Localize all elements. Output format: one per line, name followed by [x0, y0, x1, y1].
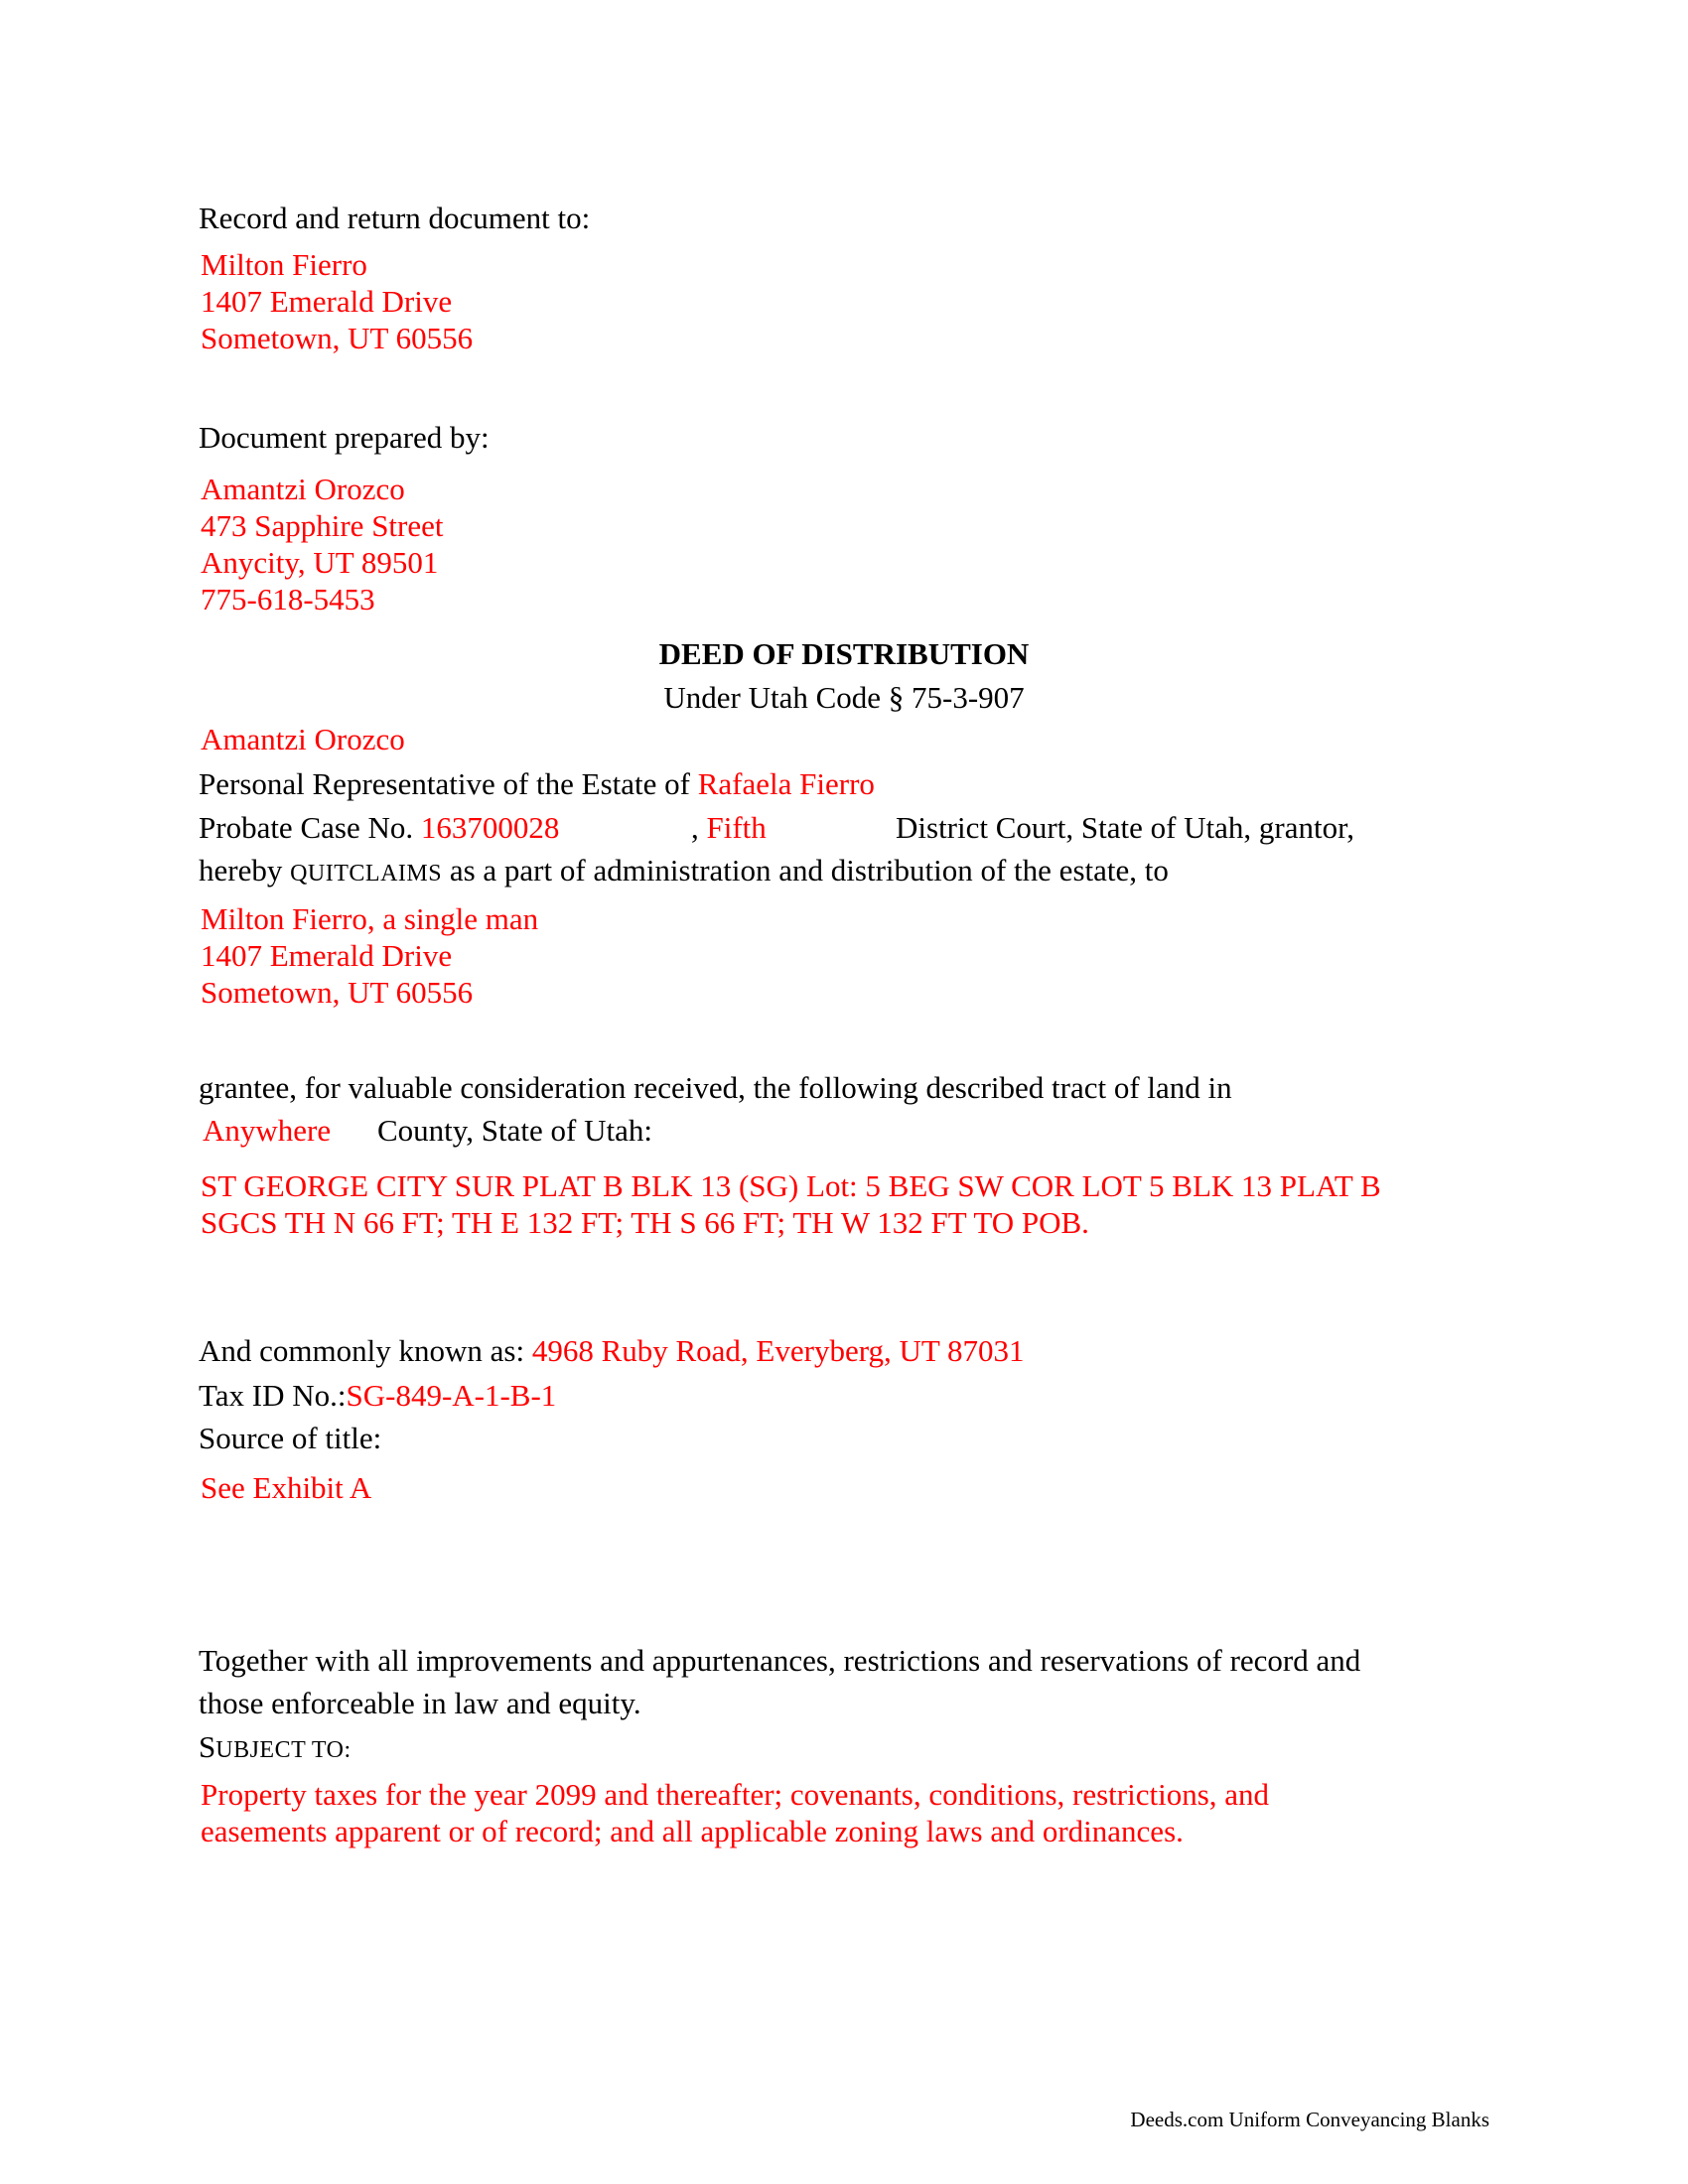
return-to-section [199, 200, 590, 236]
legal-description-line2: SGCS TH N 66 FT; TH E 132 FT; TH S 66 FT; TH W 132 FT TO POB. [201, 1205, 1089, 1240]
grantor-name: Amantzi Orozco [201, 722, 405, 756]
legal-description [201, 1167, 1381, 1241]
estate-label: Personal Representative of the Estate of [199, 766, 690, 801]
return-to-address [201, 246, 473, 356]
subject-to-rest: UBJECT TO: [215, 1737, 352, 1763]
tax-id-line [199, 1377, 556, 1414]
quitclaim-rest: as a part of administration and distribution of the estate, to [449, 853, 1169, 887]
consideration-text: grantee, for valuable consideration received, the following described tract of land in [199, 1070, 1232, 1105]
return-to-label: Record and return document to: [199, 201, 591, 235]
exceptions-block [201, 1776, 1269, 1849]
quitclaim-line [199, 852, 1169, 892]
quitclaims-text: QUITCLAIMS [290, 861, 443, 887]
return-to-name: Milton Fierro [201, 247, 367, 282]
district-name: Fifth [706, 810, 767, 845]
known-as-label: And commonly known as: [199, 1333, 525, 1368]
source-title-label: Source of title: [199, 1421, 382, 1455]
case-label: Probate Case No. [199, 810, 414, 845]
prepared-by-address [201, 471, 444, 617]
source-title-value: See Exhibit A [201, 1470, 372, 1505]
decedent-name: Rafaela Fierro [697, 766, 875, 801]
estate-line [199, 765, 875, 802]
hereby-text: hereby [199, 853, 283, 887]
grantee-address1: 1407 Emerald Drive [201, 938, 453, 973]
deed-subtitle: Under Utah Code § 75-3-907 [663, 680, 1025, 715]
subject-to-first-letter: S [199, 1729, 216, 1764]
prepared-by-label: Document prepared by: [199, 420, 490, 455]
return-to-address2: Sometown, UT 60556 [201, 321, 474, 355]
known-as-line [199, 1332, 1024, 1369]
grantee-address2: Sometown, UT 60556 [201, 975, 474, 1010]
tax-id-label: Tax ID No.: [199, 1378, 347, 1413]
together-line2: those enforceable in law and equity. [199, 1686, 641, 1720]
footer-text: Deeds.com Uniform Conveyancing Blanks [1130, 2108, 1489, 2131]
county-name: Anywhere [203, 1113, 332, 1148]
deed-title: DEED OF DISTRIBUTION [658, 636, 1030, 671]
prepared-by-name: Amantzi Orozco [201, 472, 405, 506]
legal-description-line1: ST GEORGE CITY SUR PLAT B BLK 13 (SG) Lot: 5 BEG SW COR LOT 5 BLK 13 PLAT B [201, 1168, 1381, 1203]
district-group [691, 809, 767, 846]
prepared-by-phone: 775-618-5453 [201, 582, 375, 616]
together-block [199, 1639, 1360, 1724]
grantee-name: Milton Fierro, a single man [201, 901, 539, 936]
exceptions-line2: easements apparent or of record; and all applicable zoning laws and ordinances. [201, 1814, 1184, 1848]
prepared-by-section [199, 419, 490, 456]
prepared-by-address1: 473 Sapphire Street [201, 508, 444, 543]
court-text: District Court, State of Utah, grantor, [896, 810, 1354, 845]
subject-to-heading [199, 1728, 352, 1769]
exceptions-line1: Property taxes for the year 2099 and thereafter; covenants, conditions, restrictions, and [201, 1777, 1270, 1812]
case-number: 163700028 [420, 810, 560, 845]
known-as-address: 4968 Ruby Road, Everyberg, UT 87031 [531, 1333, 1025, 1368]
prepared-by-address2: Anycity, UT 89501 [201, 545, 439, 580]
district-separator: , [691, 810, 699, 845]
county-suffix: County, State of Utah: [377, 1113, 652, 1148]
together-line1: Together with all improvements and appurtenances, restrictions and reservations of record and [199, 1643, 1361, 1678]
grantee-block [201, 900, 538, 1011]
probate-case-line [199, 809, 559, 846]
return-to-address1: 1407 Emerald Drive [201, 284, 453, 319]
tax-id-value: SG-849-A-1-B-1 [346, 1378, 557, 1413]
